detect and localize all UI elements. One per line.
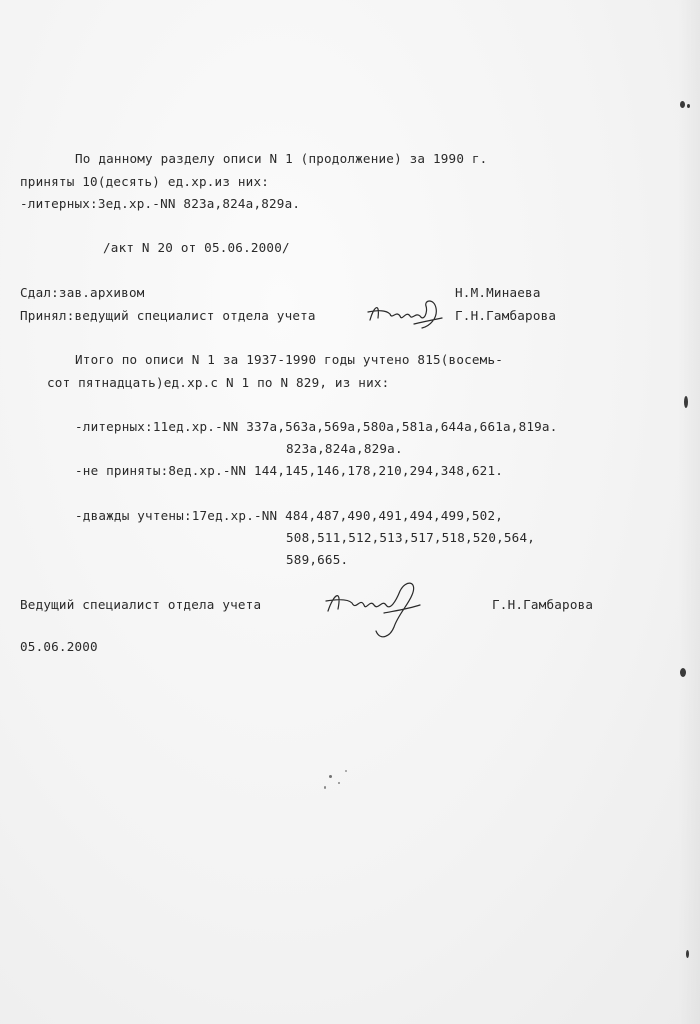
- footer-date: 05.06.2000: [20, 639, 98, 654]
- ink-spot: [338, 782, 340, 784]
- act-reference: /акт N 20 от 05.06.2000/: [103, 240, 290, 255]
- lettered-line-1: -литерных:11ед.хр.-NN 337а,563а,569а,580а,581а,644а,661а,819а.: [75, 419, 558, 434]
- intro-line-2: приняты 10(десять) ед.хр.из них:: [20, 174, 270, 189]
- received-label: Принял:ведущий специалист отдела учета: [20, 308, 316, 323]
- ink-spot: [687, 104, 690, 108]
- intro-line-3: -литерных:3ед.хр.-NN 823а,824а,829а.: [20, 196, 301, 211]
- lettered-line-2: 823а,824а,829а.: [286, 441, 403, 456]
- not-accepted-line: -не приняты:8ед.хр.-NN 144,145,146,178,210,294,348,621.: [75, 463, 504, 478]
- double-counted-line-2: 508,511,512,513,517,518,520,564,: [286, 530, 536, 545]
- intro-line-1: По данному разделу описи N 1 (продолжение) за 1990 г.: [75, 151, 488, 166]
- footer-position: Ведущий специалист отдела учета: [20, 597, 262, 612]
- summary-line-1: Итого по описи N 1 за 1937-1990 годы учтено 815(восемь-: [75, 352, 504, 367]
- footer-name: Г.Н.Гамбарова: [492, 597, 594, 612]
- summary-line-2: сот пятнадцать)ед.хр.с N 1 по N 829, из них:: [47, 375, 390, 390]
- ink-spot: [345, 770, 347, 772]
- received-name: Г.Н.Гамбарова: [455, 308, 557, 323]
- signature-lower: [320, 575, 430, 645]
- ink-spot: [684, 396, 688, 408]
- handed-over-label: Сдал:зав.архивом: [20, 285, 145, 300]
- ink-spot: [686, 950, 689, 958]
- signature-upper: [364, 296, 450, 336]
- double-counted-line-1: -дважды учтены:17ед.хр.-NN 484,487,490,491,494,499,502,: [75, 508, 504, 523]
- handed-over-name: Н.М.Минаева: [455, 285, 541, 300]
- paper-edge-shadow: [678, 0, 700, 1024]
- ink-spot: [680, 101, 685, 108]
- ink-spot: [680, 668, 686, 677]
- ink-spot: [324, 786, 326, 789]
- double-counted-line-3: 589,665.: [286, 552, 349, 567]
- ink-spot: [329, 775, 332, 778]
